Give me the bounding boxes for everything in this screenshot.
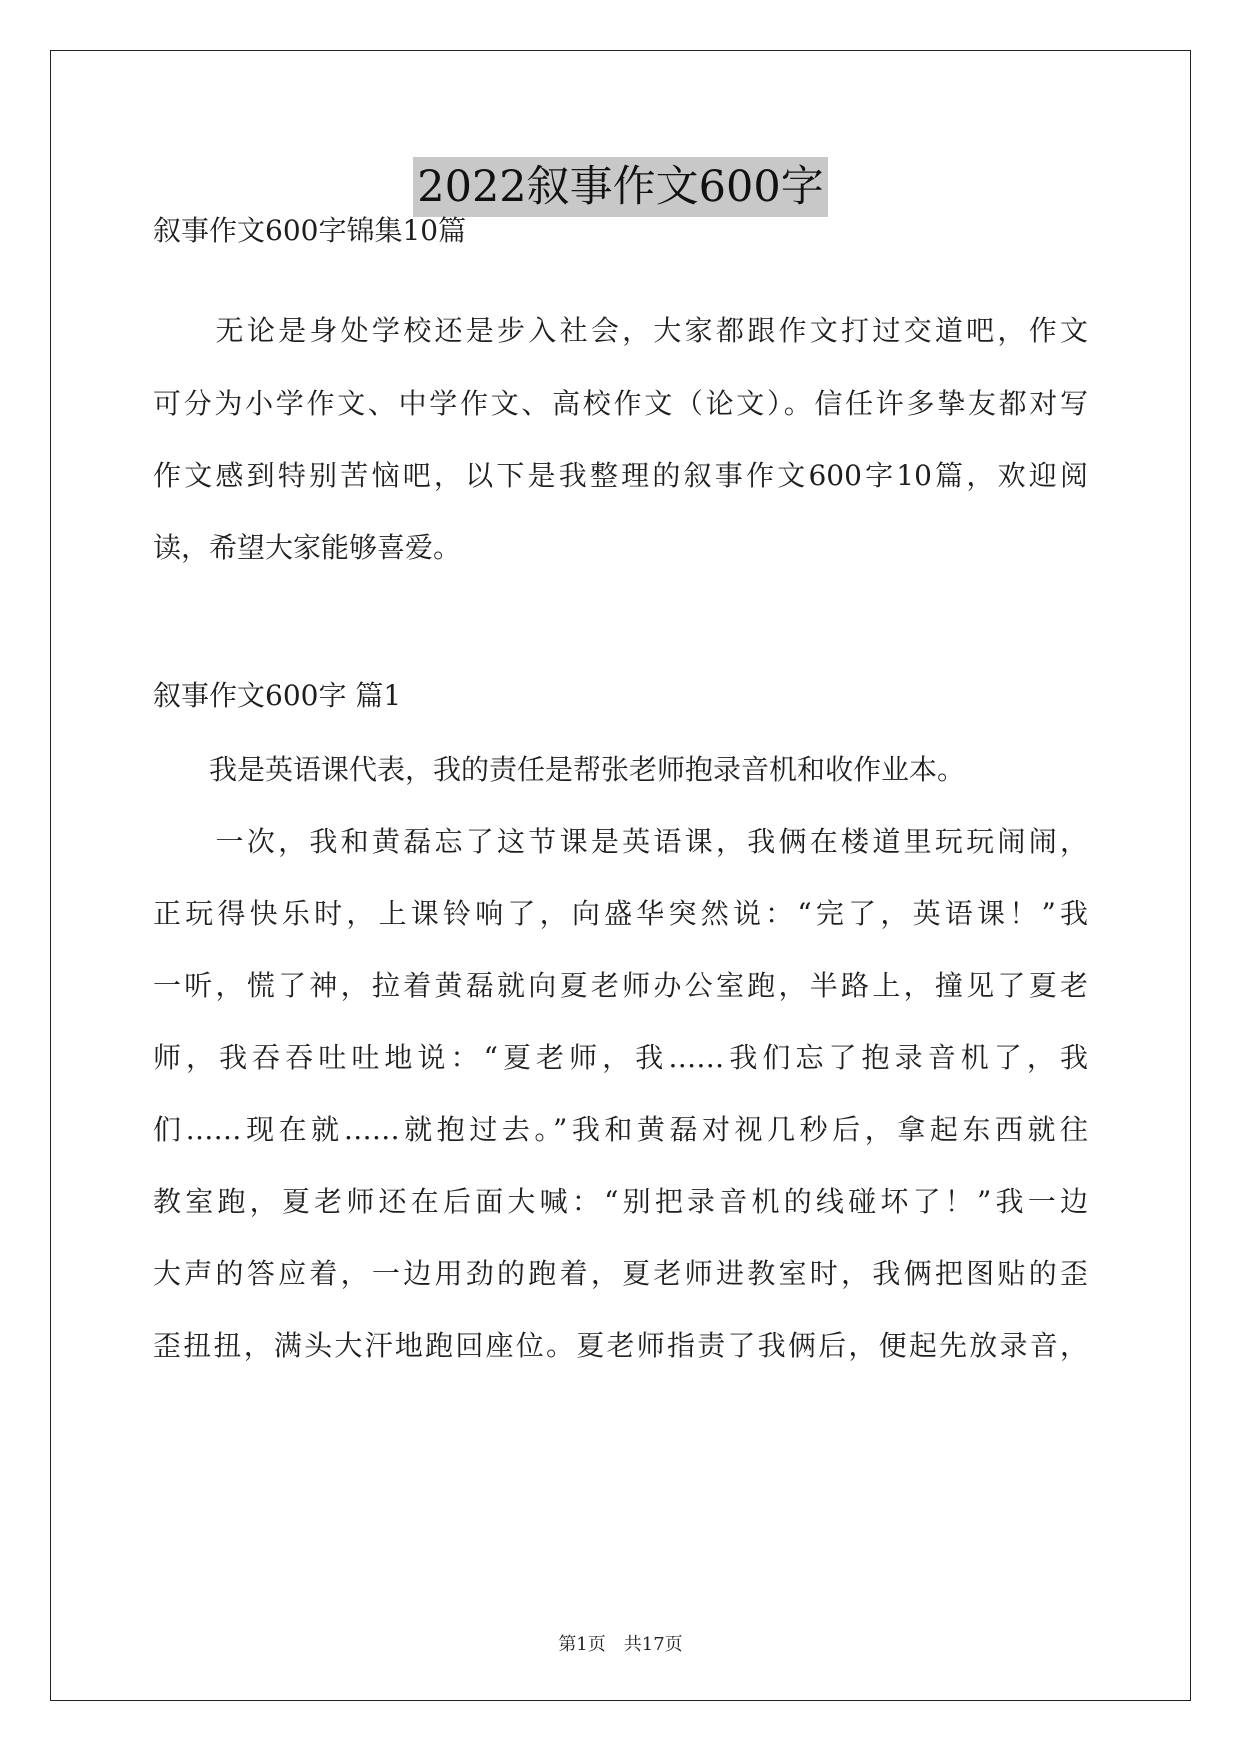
section-line-9: 歪扭扭，满头大汗地跑回座位。夏老师指责了我俩后，便起先放录音， (153, 1329, 1088, 1362)
section-line-1: 我是英语课代表，我的责任是帮张老师抱录音机和收作业本。 (153, 753, 966, 786)
page-border (50, 50, 1191, 1701)
section-line-6: 们……现在就……就抱过去。”我和黄磊对视几秒后，拿起东西就往 (153, 1113, 1088, 1146)
section-line-8: 大声的答应着，一边用劲的跑着，夏老师进教室时，我俩把图贴的歪 (153, 1257, 1088, 1290)
document-title: 2022叙事作文600字 (413, 157, 828, 217)
section-line-5: 师，我吞吞吐吐地说：“夏老师，我……我们忘了抱录音机了，我 (153, 1041, 1088, 1074)
intro-line-2: 可分为小学作文、中学作文、高校作文（论文）。信任许多挚友都对写 (153, 387, 1088, 420)
section-line-7: 教室跑，夏老师还在后面大喊：“别把录音机的线碰坏了！”我一边 (153, 1185, 1088, 1218)
intro-line-4: 读，希望大家能够喜爱。 (153, 531, 462, 564)
section-heading: 叙事作文600字 篇1 (153, 679, 402, 712)
section-line-3: 正玩得快乐时，上课铃响了，向盛华突然说：“完了，英语课！”我 (153, 897, 1088, 930)
section-line-2: 一次，我和黄磊忘了这节课是英语课，我俩在楼道里玩玩闹闹， (153, 825, 1088, 858)
section-line-4: 一听，慌了神，拉着黄磊就向夏老师办公室跑，半路上，撞见了夏老 (153, 969, 1088, 1002)
title-container (0, 157, 1241, 217)
document-subtitle: 叙事作文600字锦集10篇 (153, 214, 467, 247)
intro-line-1: 无论是身处学校还是步入社会，大家都跟作文打过交道吧，作文 (153, 314, 1088, 347)
page-number-footer: 第1页 共17页 (558, 1634, 683, 1655)
intro-line-3: 作文感到特别苦恼吧，以下是我整理的叙事作文600字10篇，欢迎阅 (153, 459, 1088, 492)
